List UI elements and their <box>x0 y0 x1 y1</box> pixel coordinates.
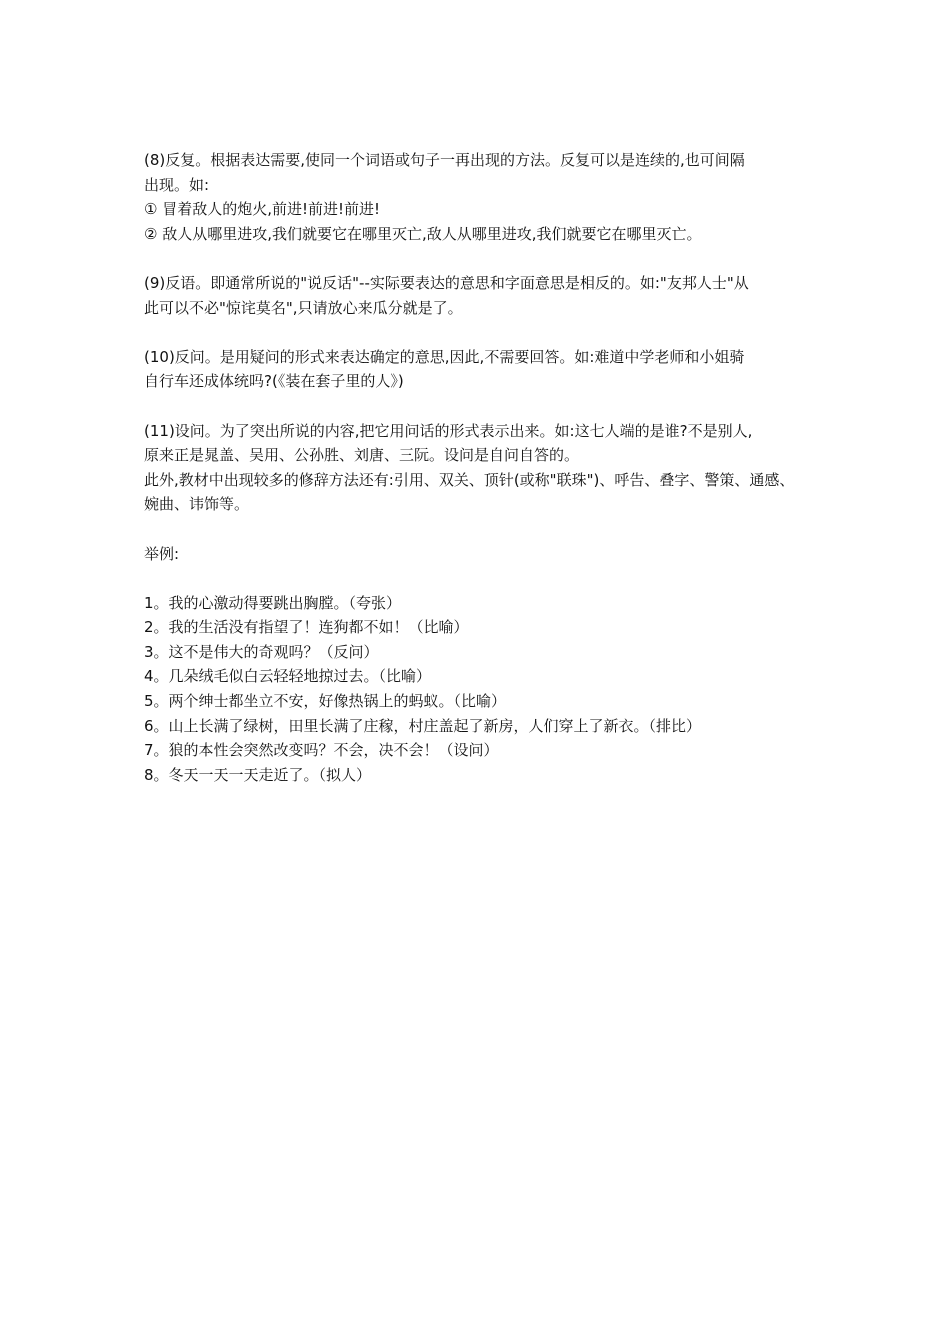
list-item: 6。山上长满了绿树，田里长满了庄稼，村庄盖起了新房，人们穿上了新衣。（排比） <box>144 716 702 735</box>
paragraph-gap <box>144 566 824 591</box>
text-line: 原来正是晁盖、吴用、公孙胜、刘唐、三阮。设问是自问自答的。 <box>144 446 580 465</box>
text-line: 此外,教材中出现较多的修辞方法还有:引用、双关、顶针(或称"联珠")、呼告、叠字、警策、通感、 <box>144 470 795 489</box>
section-self-question <box>144 419 824 517</box>
text-line: (9)反语。即通常所说的"说反话"--实际要表达的意思和字面意思是相反的。如:"友邦人士"从 <box>144 273 749 292</box>
paragraph-gap <box>144 517 824 542</box>
text-line: 出现。如: <box>144 175 210 194</box>
text-line: (8)反复。根据表达需要,使同一个词语或句子一再出现的方法。反复可以是连续的,也可间隔 <box>144 151 745 169</box>
list-item: 3。这不是伟大的奇观吗？（反问） <box>144 642 379 661</box>
text-line: 婉曲、讳饰等。 <box>144 495 250 514</box>
examples-list <box>144 591 824 788</box>
list-item: 5。两个绅士都坐立不安，好像热锅上的蚂蚁。（比喻） <box>144 692 507 711</box>
section-rhetorical-question <box>144 345 824 394</box>
text-line: (11)设问。为了突出所说的内容,把它用问话的形式表示出来。如:这七人端的是谁?不是别人, <box>144 421 753 440</box>
paragraph-gap <box>144 394 824 419</box>
text-line: 此可以不必"惊诧莫名",只请放心来瓜分就是了。 <box>144 298 463 317</box>
text-line: ① 冒着敌人的炮火,前进!前进!前进! <box>144 200 381 219</box>
list-item: 8。冬天一天一天走近了。（拟人） <box>144 765 372 784</box>
section-irony <box>144 271 824 320</box>
text-line: (10)反问。是用疑问的形式来表达确定的意思,因此,不需要回答。如:难道中学老师和小姐骑 <box>144 347 745 366</box>
paragraph-gap <box>144 320 824 345</box>
paragraph-gap <box>144 246 824 271</box>
section-repetition <box>144 148 824 246</box>
examples-heading <box>144 542 824 567</box>
list-item: 4。几朵绒毛似白云轻轻地掠过去。（比喻） <box>144 667 432 686</box>
text-line: ② 敌人从哪里进攻,我们就要它在哪里灭亡,敌人从哪里进攻,我们就要它在哪里灭亡。 <box>144 224 702 243</box>
list-item: 2。我的生活没有指望了！连狗都不如！（比喻） <box>144 618 469 637</box>
document-body <box>144 148 824 787</box>
heading-text: 举例: <box>144 544 180 563</box>
list-item: 7。狼的本性会突然改变吗？不会，决不会！（设问） <box>144 741 499 760</box>
list-item: 1。我的心激动得要跳出胸膛。（夸张） <box>144 593 402 612</box>
text-line: 自行车还成体统吗?(《装在套子里的人》) <box>144 372 404 391</box>
